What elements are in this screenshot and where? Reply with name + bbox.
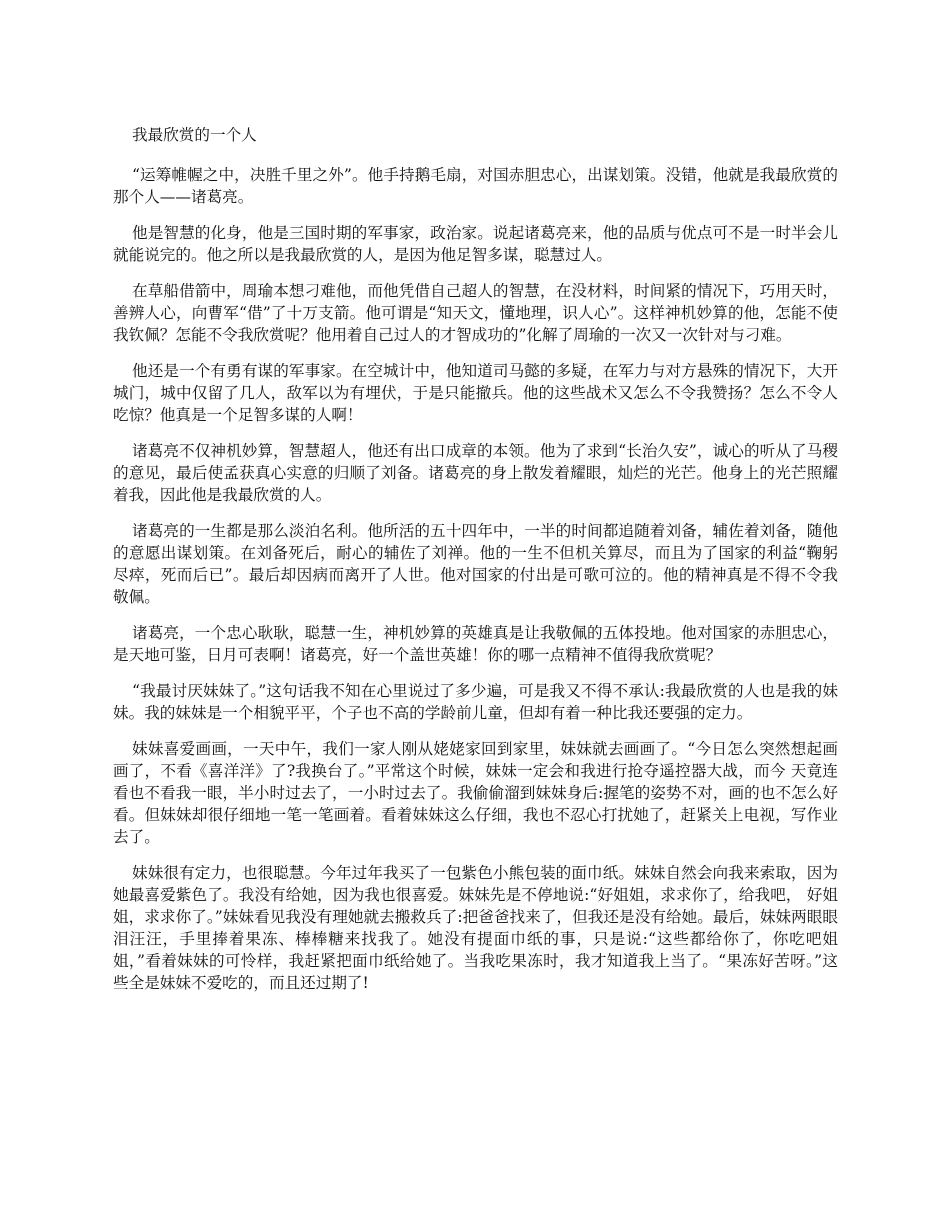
paragraph-6: 诸葛亮的一生都是那么淡泊名利。他所活的五十四年中，一半的时间都追随着刘备，辅佐着刘备，随他的意愿出谋划策。在刘备死后，耐心的辅佐了刘禅。他的一生不但机关算尽，而且为了国家的利益“鞠躬尽瘁，死而后已”。最后却因病而离开了人世。他对国家的付出是可歌可泣的。他的精神真是不得不令我敬佩。: [113, 522, 838, 606]
document-title: 我最欣赏的一个人: [132, 126, 257, 144]
paragraph-4: 他还是一个有勇有谋的军事家。在空城计中，他知道司马懿的多疑，在军力与对方悬殊的情况下，大开城门，城中仅留了几人，敌军以为有埋伏，于是只能撤兵。他的这些战术又怎么不令我赞扬？怎么不令人吃惊？他真是一个足智多谋的人啊！: [113, 362, 838, 424]
paragraph-9: 妹妹喜爱画画，一天中午，我们一家人刚从姥姥家回到家里，妹妹就去画画了。“今日怎么突然想起画画了，不看《喜洋洋》了?我换台了。”平常这个时候，妹妹一定会和我进行抢夺遥控器大战，而今 天竟连看也不看我一眼，半小时过去了，一小时过去了。我偷偷溜到妹妹身后:握笔的姿势不对，画的也不怎么好看。但妹妹却很仔细地一笔一笔画着。看着妹妹这么仔细，我也不忍心打扰她了，赶紧关上电视，写作业去了。: [113, 740, 838, 846]
document-page: [113, 124, 838, 1008]
paragraph-3: 在草船借箭中，周瑜本想刁难他，而他凭借自己超人的智慧，在没材料，时间紧的情况下，巧用天时，善辨人心，向曹军“借”了十万支箭。他可谓是“知天文，懂地理，识人心”。这样神机妙算的他，怎能不使我钦佩？怎能不令我欣赏呢？他用着自己过人的才智成功的”化解了周瑜的一次又一次针对与刁难。: [113, 282, 838, 344]
paragraph-2: 他是智慧的化身，他是三国时期的军事家，政治家。说起诸葛亮来，他的品质与优点可不是一时半会儿就能说完的。他之所以是我最欣赏的人，是因为他足智多谋，聪慧过人。: [113, 224, 838, 264]
paragraph-8: “我最讨厌妹妹了。”这句话我不知在心里说过了多少遍，可是我又不得不承认:我最欣赏的人也是我的妹妹。我的妹妹是一个相貌平平，个子也不高的学龄前儿童，但却有着一种比我还要强的定力。: [113, 682, 838, 722]
paragraph-7: 诸葛亮，一个忠心耿耿，聪慧一生，神机妙算的英雄真是让我敬佩的五体投地。他对国家的赤胆忠心，是天地可鉴，日月可表啊！诸葛亮，好一个盖世英雄！你的哪一点精神不值得我欣赏呢？: [113, 624, 838, 664]
paragraph-10: 妹妹很有定力，也很聪慧。今年过年我买了一包紫色小熊包装的面巾纸。妹妹自然会向我来索取，因为她最喜爱紫色了。我没有给她，因为我也很喜爱。妹妹先是不停地说:“好姐姐，求求你了，给我吧， 好姐姐，求求你了。”妹妹看见我没有理她就去搬救兵了:把爸爸找来了，但我还是没有给她。最后，妹妹两眼眼泪汪汪，手里捧着果冻、棒棒糖来找我了。她没有提面巾纸的事，只是说:“这些都给你了，你吃吧姐姐，”看着妹妹的可怜样，我赶紧把面巾纸给她了。当我吃果冻时，我才知道我上当了。“果冻好苦呀。”这些全是妹妹不爱吃的，而且还过期了!: [113, 864, 838, 992]
paragraph-5: 诸葛亮不仅神机妙算，智慧超人，他还有出口成章的本领。他为了求到“长治久安”，诚心的听从了马稷的意见，最后使孟获真心实意的归顺了刘备。诸葛亮的身上散发着耀眼，灿烂的光芒。他身上的光芒照耀着我，因此他是我最欣赏的人。: [113, 442, 838, 504]
paragraph-1: “运筹帷幄之中，决胜千里之外”。他手持鹅毛扇，对国赤胆忠心，出谋划策。没错，他就是我最欣赏的那个人——诸葛亮。: [113, 166, 838, 206]
